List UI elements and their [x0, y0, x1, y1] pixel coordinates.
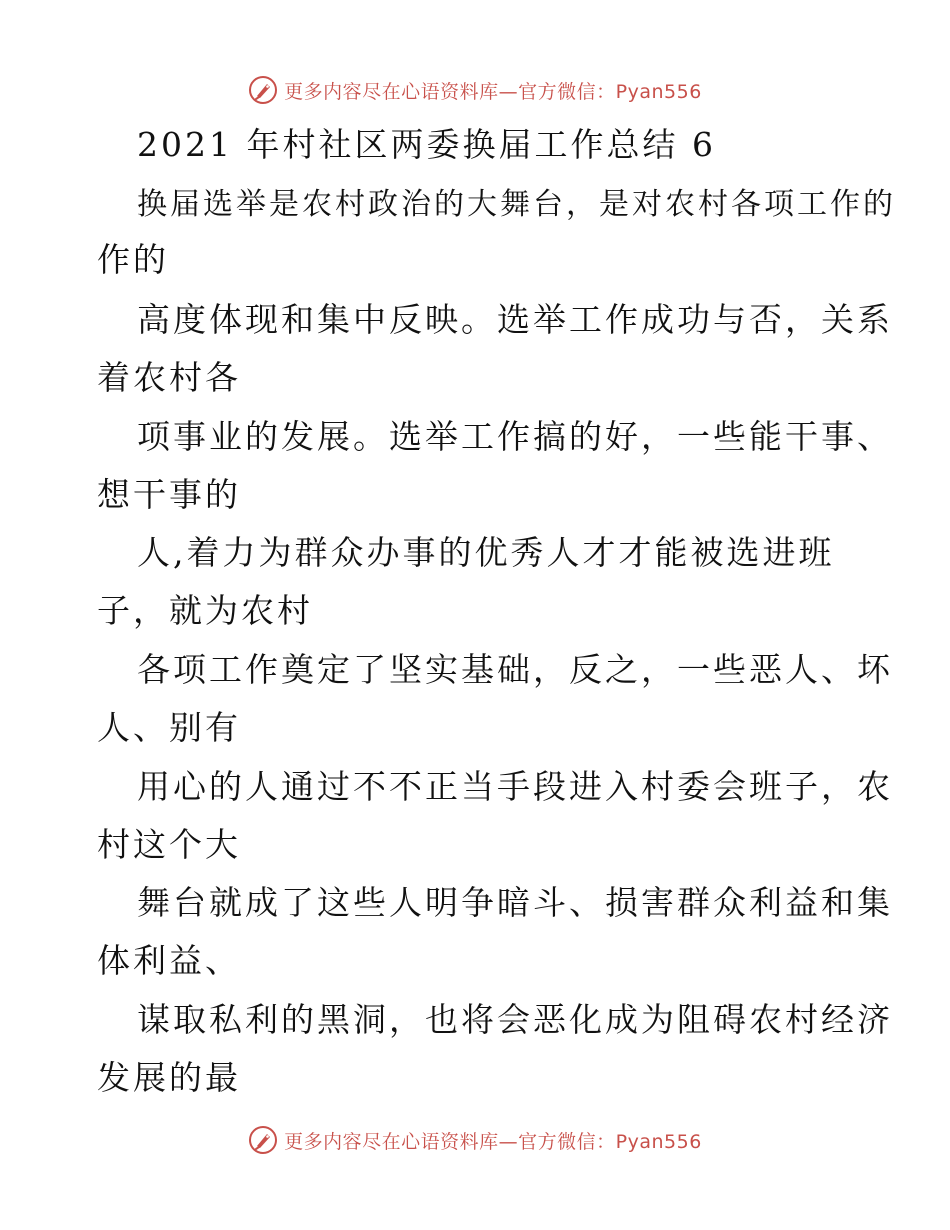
paragraph-line: 人,着力为群众办事的优秀人才才能被选进班: [137, 533, 835, 572]
paragraph-line: 用心的人通过不不正当手段进入村委会班子，农: [137, 767, 893, 806]
paragraph-line: 村这个大: [97, 825, 241, 864]
footer-banner: [0, 1120, 950, 1160]
header-banner-text: 更多内容尽在心语资料库—官方微信：Pyan556: [284, 80, 702, 103]
paragraph-line: 发展的最: [97, 1058, 241, 1097]
paragraph-line: 项事业的发展。选举工作搞的好，一些能干事、: [137, 417, 893, 456]
paragraph-line: 着农村各: [97, 358, 241, 397]
paragraph-line: 各项工作奠定了坚实基础，反之，一些恶人、坏: [137, 650, 893, 689]
pen-nib-logo-icon: [248, 75, 278, 105]
paragraph-line: 谋取私利的黑洞，也将会恶化成为阻碍农村经济: [137, 1000, 893, 1039]
paragraph-line: 高度体现和集中反映。选举工作成功与否，关系: [137, 300, 893, 339]
pen-nib-logo-icon: [248, 1125, 278, 1155]
paragraph-line: 舞台就成了这些人明争暗斗、损害群众利益和集: [137, 883, 893, 922]
paragraph-line: 子，就为农村: [97, 591, 313, 630]
paragraph-line: 体利益、: [97, 941, 241, 980]
paragraph-line: 作的: [97, 240, 169, 279]
header-banner: [0, 70, 950, 110]
paragraph-line: 换届选举是农村政治的大舞台，是对农村各项工作的: [137, 187, 896, 222]
document-title: 2021 年村社区两委换届工作总结 6: [137, 125, 716, 164]
paragraph-line: 想干事的: [97, 475, 241, 514]
footer-banner-text: 更多内容尽在心语资料库—官方微信：Pyan556: [284, 1130, 702, 1153]
paragraph-line: 人、别有: [97, 708, 241, 747]
